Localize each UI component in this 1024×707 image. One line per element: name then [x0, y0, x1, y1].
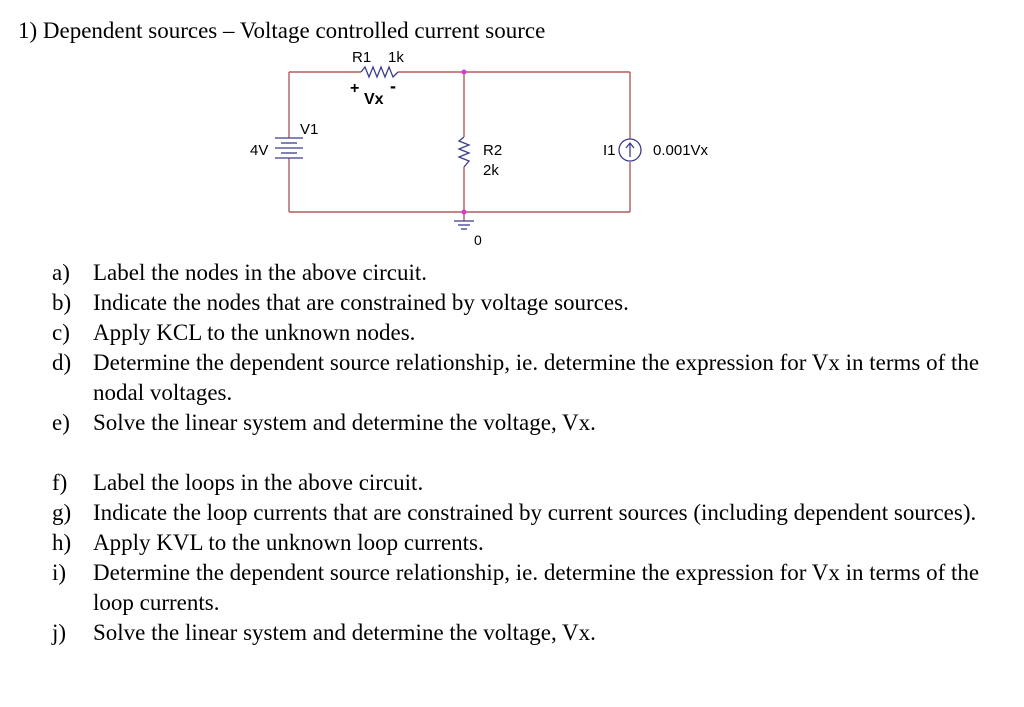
vx-plus: +	[350, 80, 360, 97]
list-text: Determine the dependent source relationship, ie. determine the expression for Vx in terms of the nodal voltages.	[93, 350, 980, 405]
list-marker: f)	[52, 470, 68, 495]
r1-value: 1k	[388, 49, 404, 66]
list-text: Indicate the loop currents that are constrained by current sources (including dependent sources).	[93, 500, 977, 525]
list-text: Solve the linear system and determine the voltage, Vx.	[93, 410, 596, 435]
list-marker: i)	[52, 560, 67, 585]
r2-name: R2	[483, 142, 503, 159]
ground-symbol	[454, 221, 474, 229]
list-text: Determine the dependent source relationship, ie. determine the expression for Vx in terms of the loop currents.	[93, 560, 980, 615]
list-item	[52, 408, 1012, 438]
list-text: Label the nodes in the above circuit.	[93, 260, 428, 285]
list-item	[52, 348, 1012, 408]
vx-minus: -	[390, 76, 396, 96]
vx-label: Vx	[364, 91, 384, 108]
node-dot-bottom	[462, 210, 467, 215]
ground-label: 0	[474, 232, 482, 248]
circuit-wires	[289, 72, 630, 221]
list-text: Indicate the nodes that are constrained by voltage sources.	[93, 290, 629, 315]
list-item	[52, 318, 1012, 348]
v1-value: 4V	[250, 142, 269, 159]
node-dot-top	[462, 70, 467, 75]
list-item	[52, 618, 1012, 648]
i1-value: 0.001Vx	[653, 142, 709, 159]
current-source-i1	[619, 139, 641, 161]
list-item	[52, 498, 1012, 528]
list-text: Apply KCL to the unknown nodes.	[93, 320, 416, 345]
list-marker: g)	[52, 500, 72, 525]
list-marker: d)	[52, 350, 72, 375]
r1-name: R1	[352, 49, 372, 66]
list-marker: h)	[52, 530, 72, 555]
list-marker: b)	[52, 290, 72, 315]
r2-value: 2k	[483, 162, 499, 179]
list-item	[52, 558, 1012, 618]
question-list	[52, 258, 1012, 648]
circuit-diagram	[0, 0, 1024, 260]
list-item	[52, 258, 1012, 288]
list-text: Label the loops in the above circuit.	[93, 470, 424, 495]
list-item	[52, 528, 1012, 558]
battery-v1	[275, 138, 303, 158]
list-marker: a)	[52, 260, 70, 285]
i1-name: I1	[603, 142, 616, 159]
list-text: Apply KVL to the unknown loop currents.	[93, 530, 484, 555]
problem-title: 1) Dependent sources – Voltage controlled current source	[18, 18, 546, 43]
resistor-r2	[459, 137, 469, 167]
list-item	[52, 468, 1012, 498]
list-marker: j)	[52, 620, 67, 645]
list-text: Solve the linear system and determine the voltage, Vx.	[93, 620, 596, 645]
list-marker: e)	[52, 410, 70, 435]
list-item	[52, 288, 1012, 318]
list-marker: c)	[52, 320, 70, 345]
v1-name: V1	[300, 121, 319, 138]
